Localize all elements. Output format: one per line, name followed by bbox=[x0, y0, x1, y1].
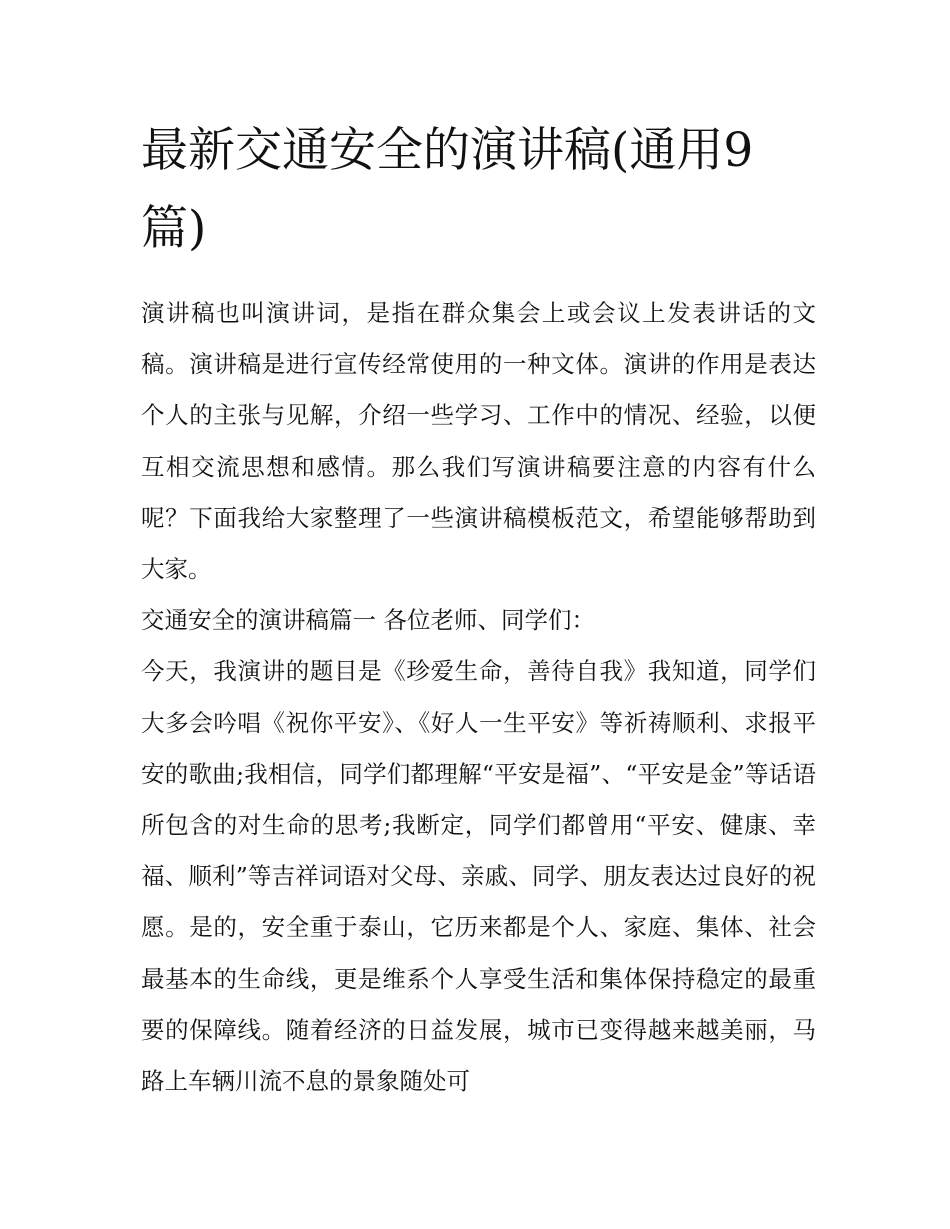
document-body bbox=[141, 288, 816, 1107]
document-title: 最新交通安全的演讲稿(通用9篇) bbox=[141, 123, 754, 256]
speech-paragraph: 今天，我演讲的题目是《珍爱生命，善待自我》我知道，同学们大多会吟唱《祝你平安》、《好人一生平安》等祈祷顺利、求报平安的歌曲;我相信，同学们都理解“平安是福”、“平安是金”等话语所包含的对生命的思考;我断定，同学们都曾用“平安、健康、幸福、顺利”等吉祥词语对父母、亲戚、同学、朋友表达过良好的祝愿。是的，安全重于泰山，它历来都是个人、家庭、集体、社会最基本的生命线，更是维系个人享受生活和集体保持稳定的最重要的保障线。随着经济的日益发展，城市已变得越来越美丽，马路上车辆川流不息的景象随处可 bbox=[141, 657, 816, 1096]
intro-paragraph: 演讲稿也叫演讲词，是指在群众集会上或会议上发表讲话的文稿。演讲稿是进行宣传经常使用的一种文体。演讲的作用是表达个人的主张与见解，介绍一些学习、工作中的情况、经验，以便互相交流思想和感情。那么我们写演讲稿要注意的内容有什么呢？下面我给大家整理了一些演讲稿模板范文，希望能够帮助到大家。 bbox=[141, 299, 816, 584]
section-heading-paragraph: 交通安全的演讲稿篇一 各位老师、同学们： bbox=[141, 606, 595, 635]
document-content bbox=[141, 112, 816, 1107]
